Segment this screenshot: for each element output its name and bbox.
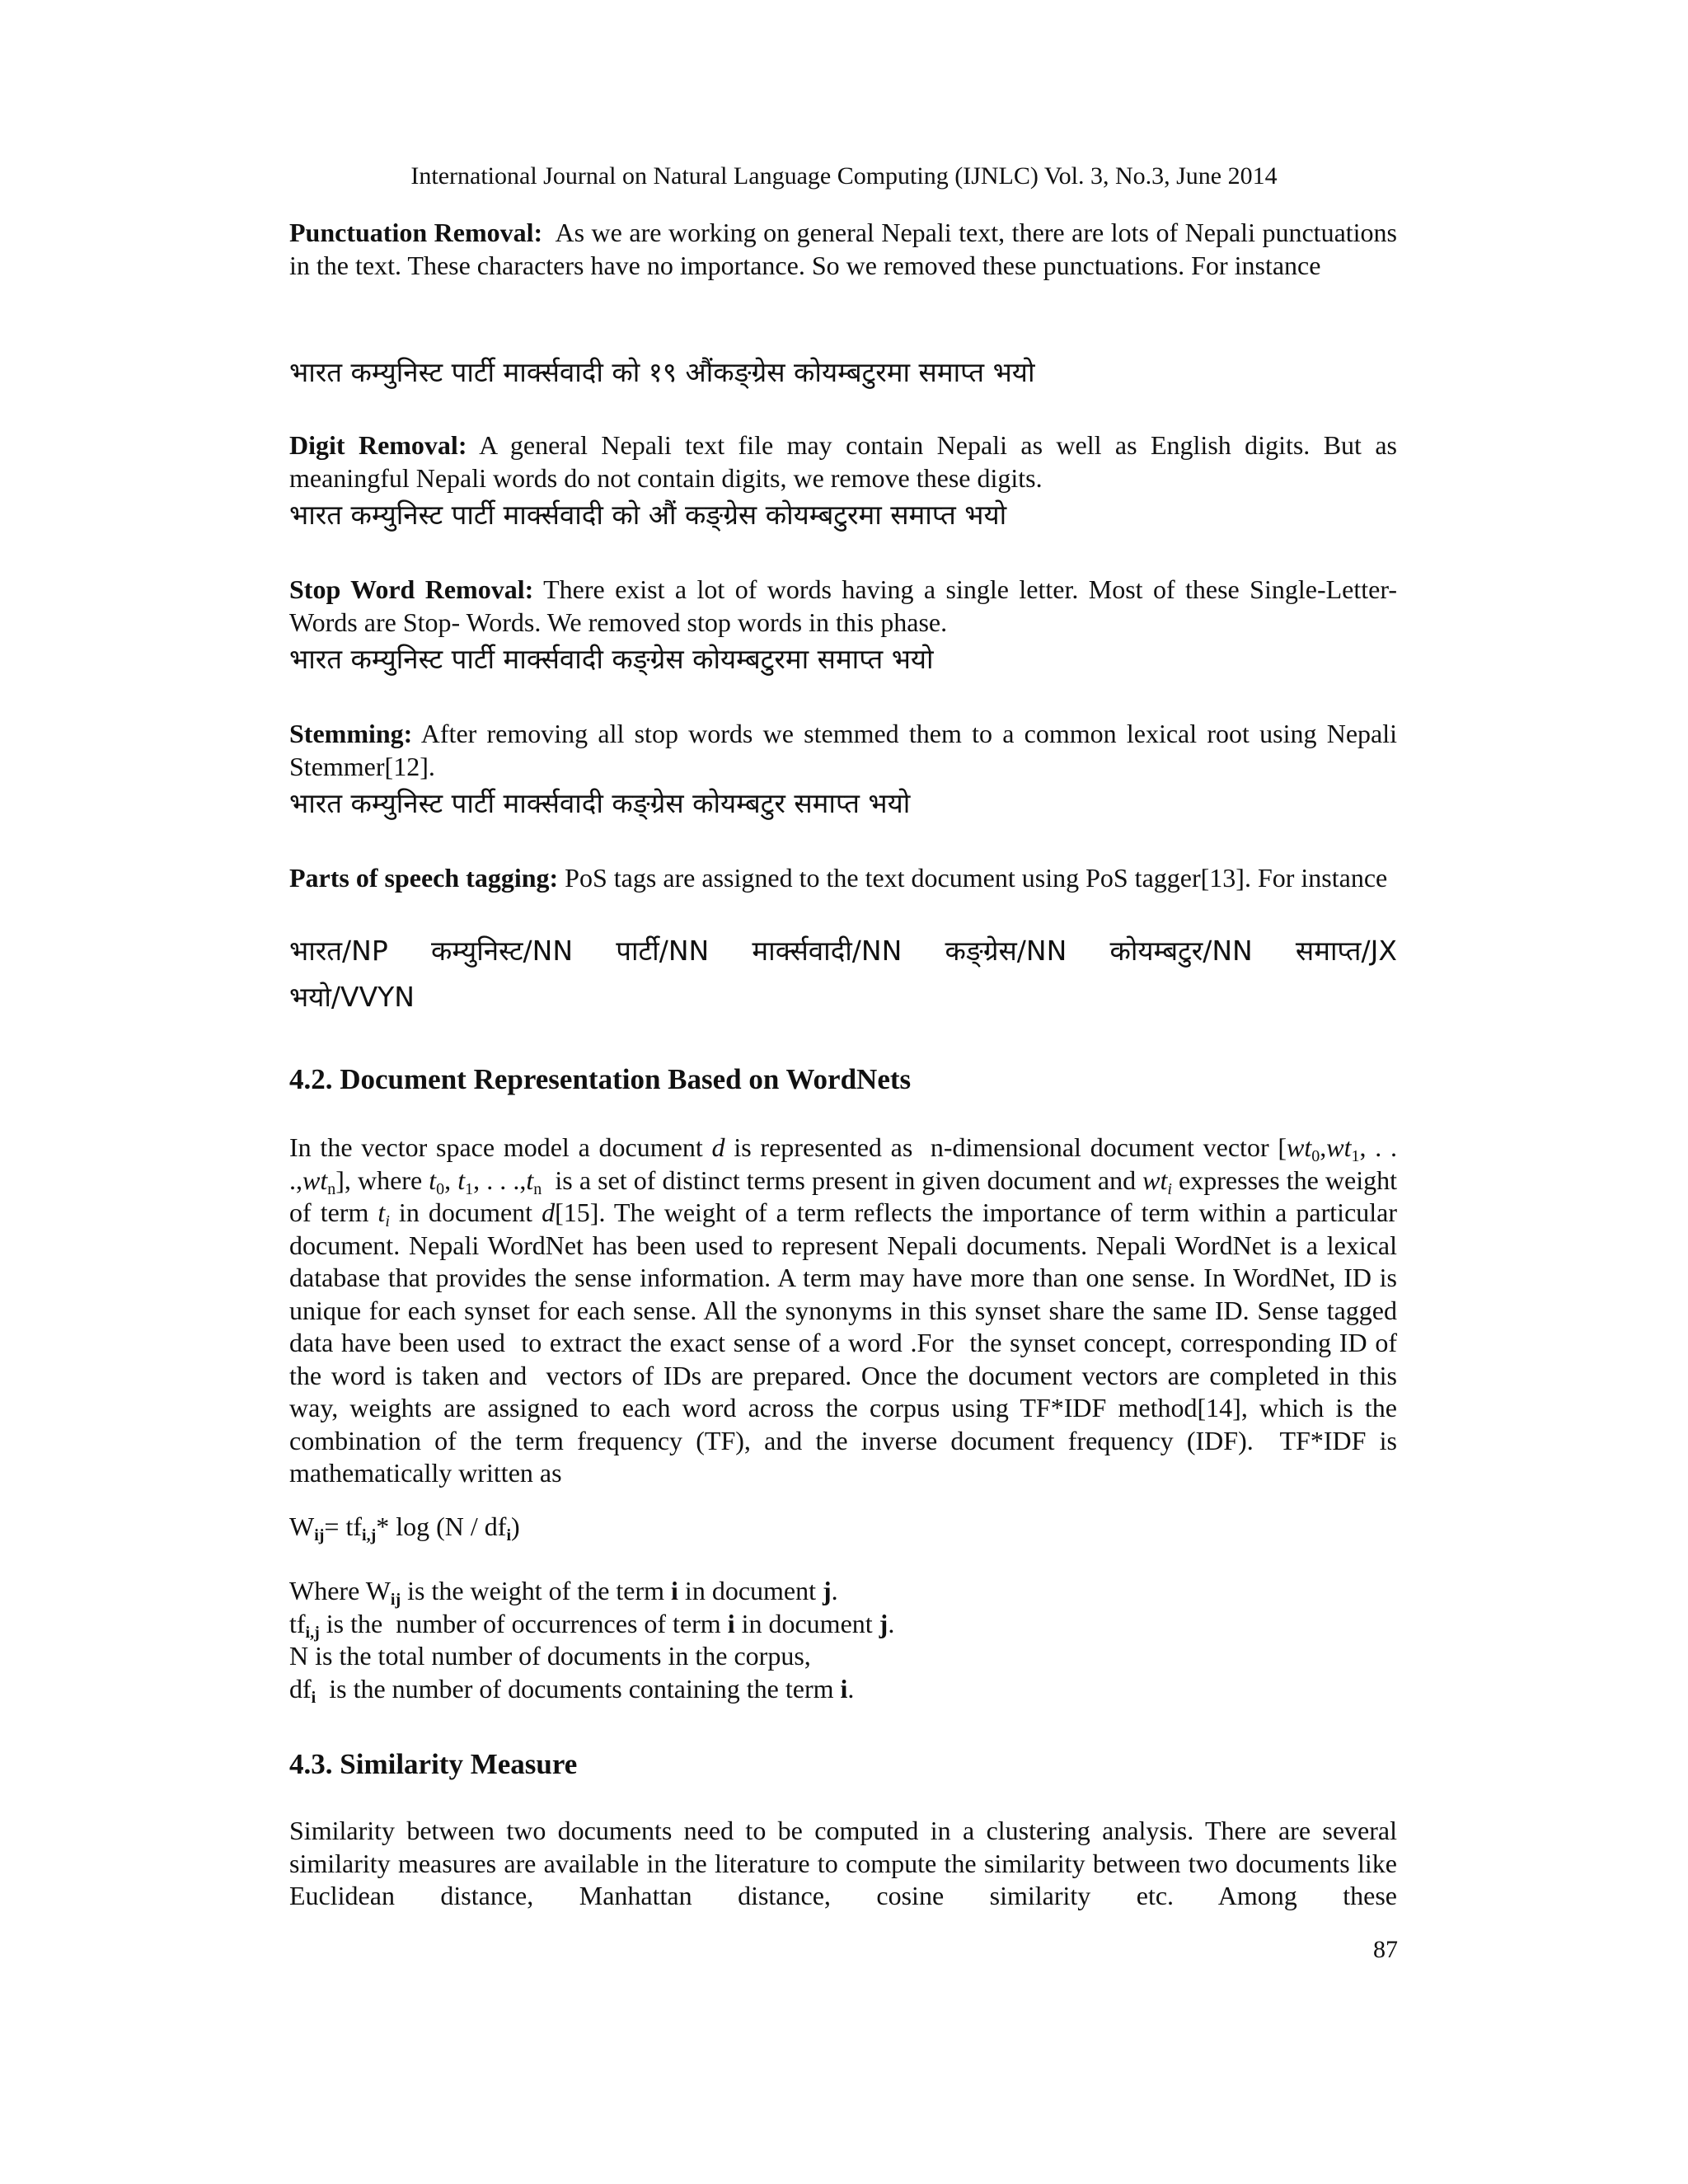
pos-tag: कङ्ग्रेस/NN	[945, 935, 1067, 967]
page-number: 87	[1373, 1936, 1398, 1963]
pos-tagging-text: PoS tags are assigned to the text document using PoS tagger[13]. For instance	[565, 863, 1388, 893]
stemming-label: Stemming:	[289, 719, 413, 748]
pos-tag: कम्युनिस्ट/NN	[430, 935, 574, 967]
pos-tag: पार्टी/NN	[616, 935, 710, 967]
pos-tagging-paragraph	[289, 862, 1397, 895]
digit-removal-paragraph	[289, 429, 1397, 494]
digit-example: भारत कम्युनिस्ट पार्टी मार्क्सवादी को औं कङ्ग्रेस कोयम्बटुरमा समाप्त भयो	[289, 499, 1007, 531]
digit-removal-text: A general Nepali text file may contain Nepali as well as English digits. But as meaningful Nepali words do not contain digits, we remove these digits.	[289, 430, 1397, 493]
stemming-example: भारत कम्युनिस्ट पार्टी मार्क्सवादी कङ्ग्रेस कोयम्बटुर समाप्त भयो	[289, 787, 911, 819]
definition-line: Where $W_{ij}$ is the weight of the term i in document j.	[289, 1576, 838, 1609]
formula-definitions	[289, 1575, 1397, 1705]
similarity-text: Similarity between two documents need to be computed in a clustering analysis. There are several similarity measures are available in the literature to compute the similarity between two documents like Euclidean distance, Manhattan distance, cosine similarity etc. Among these	[289, 1816, 1397, 1910]
running-header: International Journal on Natural Language Computing (IJNLC) Vol. 3, No.3, June 2014	[410, 162, 1278, 190]
pos-tag-line	[289, 928, 1397, 974]
stemming-paragraph	[289, 718, 1397, 783]
stop-word-label: Stop Word Removal:	[289, 574, 534, 604]
pos-tag: मार्क्सवादी/NN	[752, 935, 903, 967]
pos-tag-last: भयो/VVYN	[289, 981, 415, 1013]
pos-tag: समाप्त/JX	[1295, 935, 1397, 967]
pos-tagging-label: Parts of speech tagging:	[289, 863, 559, 893]
section-4-2-heading: 4.2. Document Representation Based on WordNets	[289, 1063, 912, 1095]
stop-word-paragraph	[289, 574, 1397, 639]
vsm-vector: is represented as n-dimensional document vector [$wt_0,wt_1$, . . $.,wt_n$], where $t_0$, $t_1$, . . $.,t_n$ is a set of distinct terms present in given document and $wt_i$ expresses the weight of term $t_i$ in document d[15].	[289, 1132, 1398, 1230]
punctuation-removal-label: Punctuation Removal:	[289, 218, 543, 247]
definition-line: $tf_{i,j}$ is the number of occurrences of term i in document j.	[289, 1608, 895, 1642]
section-4-3-heading: 4.3. Similarity Measure	[289, 1748, 578, 1780]
section-4-2-paragraph	[289, 1132, 1397, 1490]
vsm-body: The weight of a term reflects the importance of term within a particular document. Nepali WordNet has been used to represent Nepali documents. Nepali WordNet is a lexical database that provides the sense information. A term may have more than one sense. In WordNet, ID is unique for each synset for each sense. All the synonyms in this synset share the same ID. Sense tagged data have been used to extract the exact sense of a word .For the synset concept, corresponding ID of the word is taken and vectors of IDs are prepared. Once the document vectors are completed in this way, weights are assigned to each word across the corpus using TF*IDF method[14], which is the combination of the term frequency (TF), and the inverse document frequency (IDF). TF*IDF is mathematically written as	[289, 1197, 1398, 1488]
vsm-intro: In the vector space model a document	[289, 1132, 703, 1162]
definition-line: N is the total number of documents in the corpus,	[289, 1641, 811, 1671]
stop-word-text: There exist a lot of words having a single letter. Most of these Single-Letter-Words are Stop- Words. We removed stop words in this phase.	[289, 574, 1397, 637]
punctuation-removal-paragraph	[289, 217, 1397, 282]
pos-tag: भारत/NP	[289, 935, 388, 967]
punctuation-example: भारत कम्युनिस्ट पार्टी मार्क्सवादी को १९ औंकङ्ग्रेस कोयम्बटुरमा समाप्त भयो	[289, 356, 1035, 388]
section-4-3-paragraph	[289, 1815, 1397, 1913]
punctuation-removal-text: As we are working on general Nepali text, there are lots of Nepali punctuations in the text. These characters have no importance. So we removed these punctuations. For instance	[289, 218, 1398, 280]
digit-removal-label: Digit Removal:	[289, 430, 467, 460]
stemming-text: After removing all stop words we stemmed them to a common lexical root using Nepali Stemmer[12].	[289, 719, 1398, 781]
tfidf-formula: $W_{ij}= tf_{i,j}*$ $\log (N / df_i)$	[289, 1511, 520, 1544]
definition-line: $df_i$ is the number of documents containing the term i.	[289, 1673, 855, 1707]
pos-example	[289, 928, 1397, 1020]
stop-word-example: भारत कम्युनिस्ट पार्टी मार्क्सवादी कङ्ग्रेस कोयम्बटुरमा समाप्त भयो	[289, 643, 934, 675]
pos-tag: कोयम्बटुर/NN	[1109, 935, 1253, 967]
doc-symbol: d	[711, 1132, 725, 1162]
